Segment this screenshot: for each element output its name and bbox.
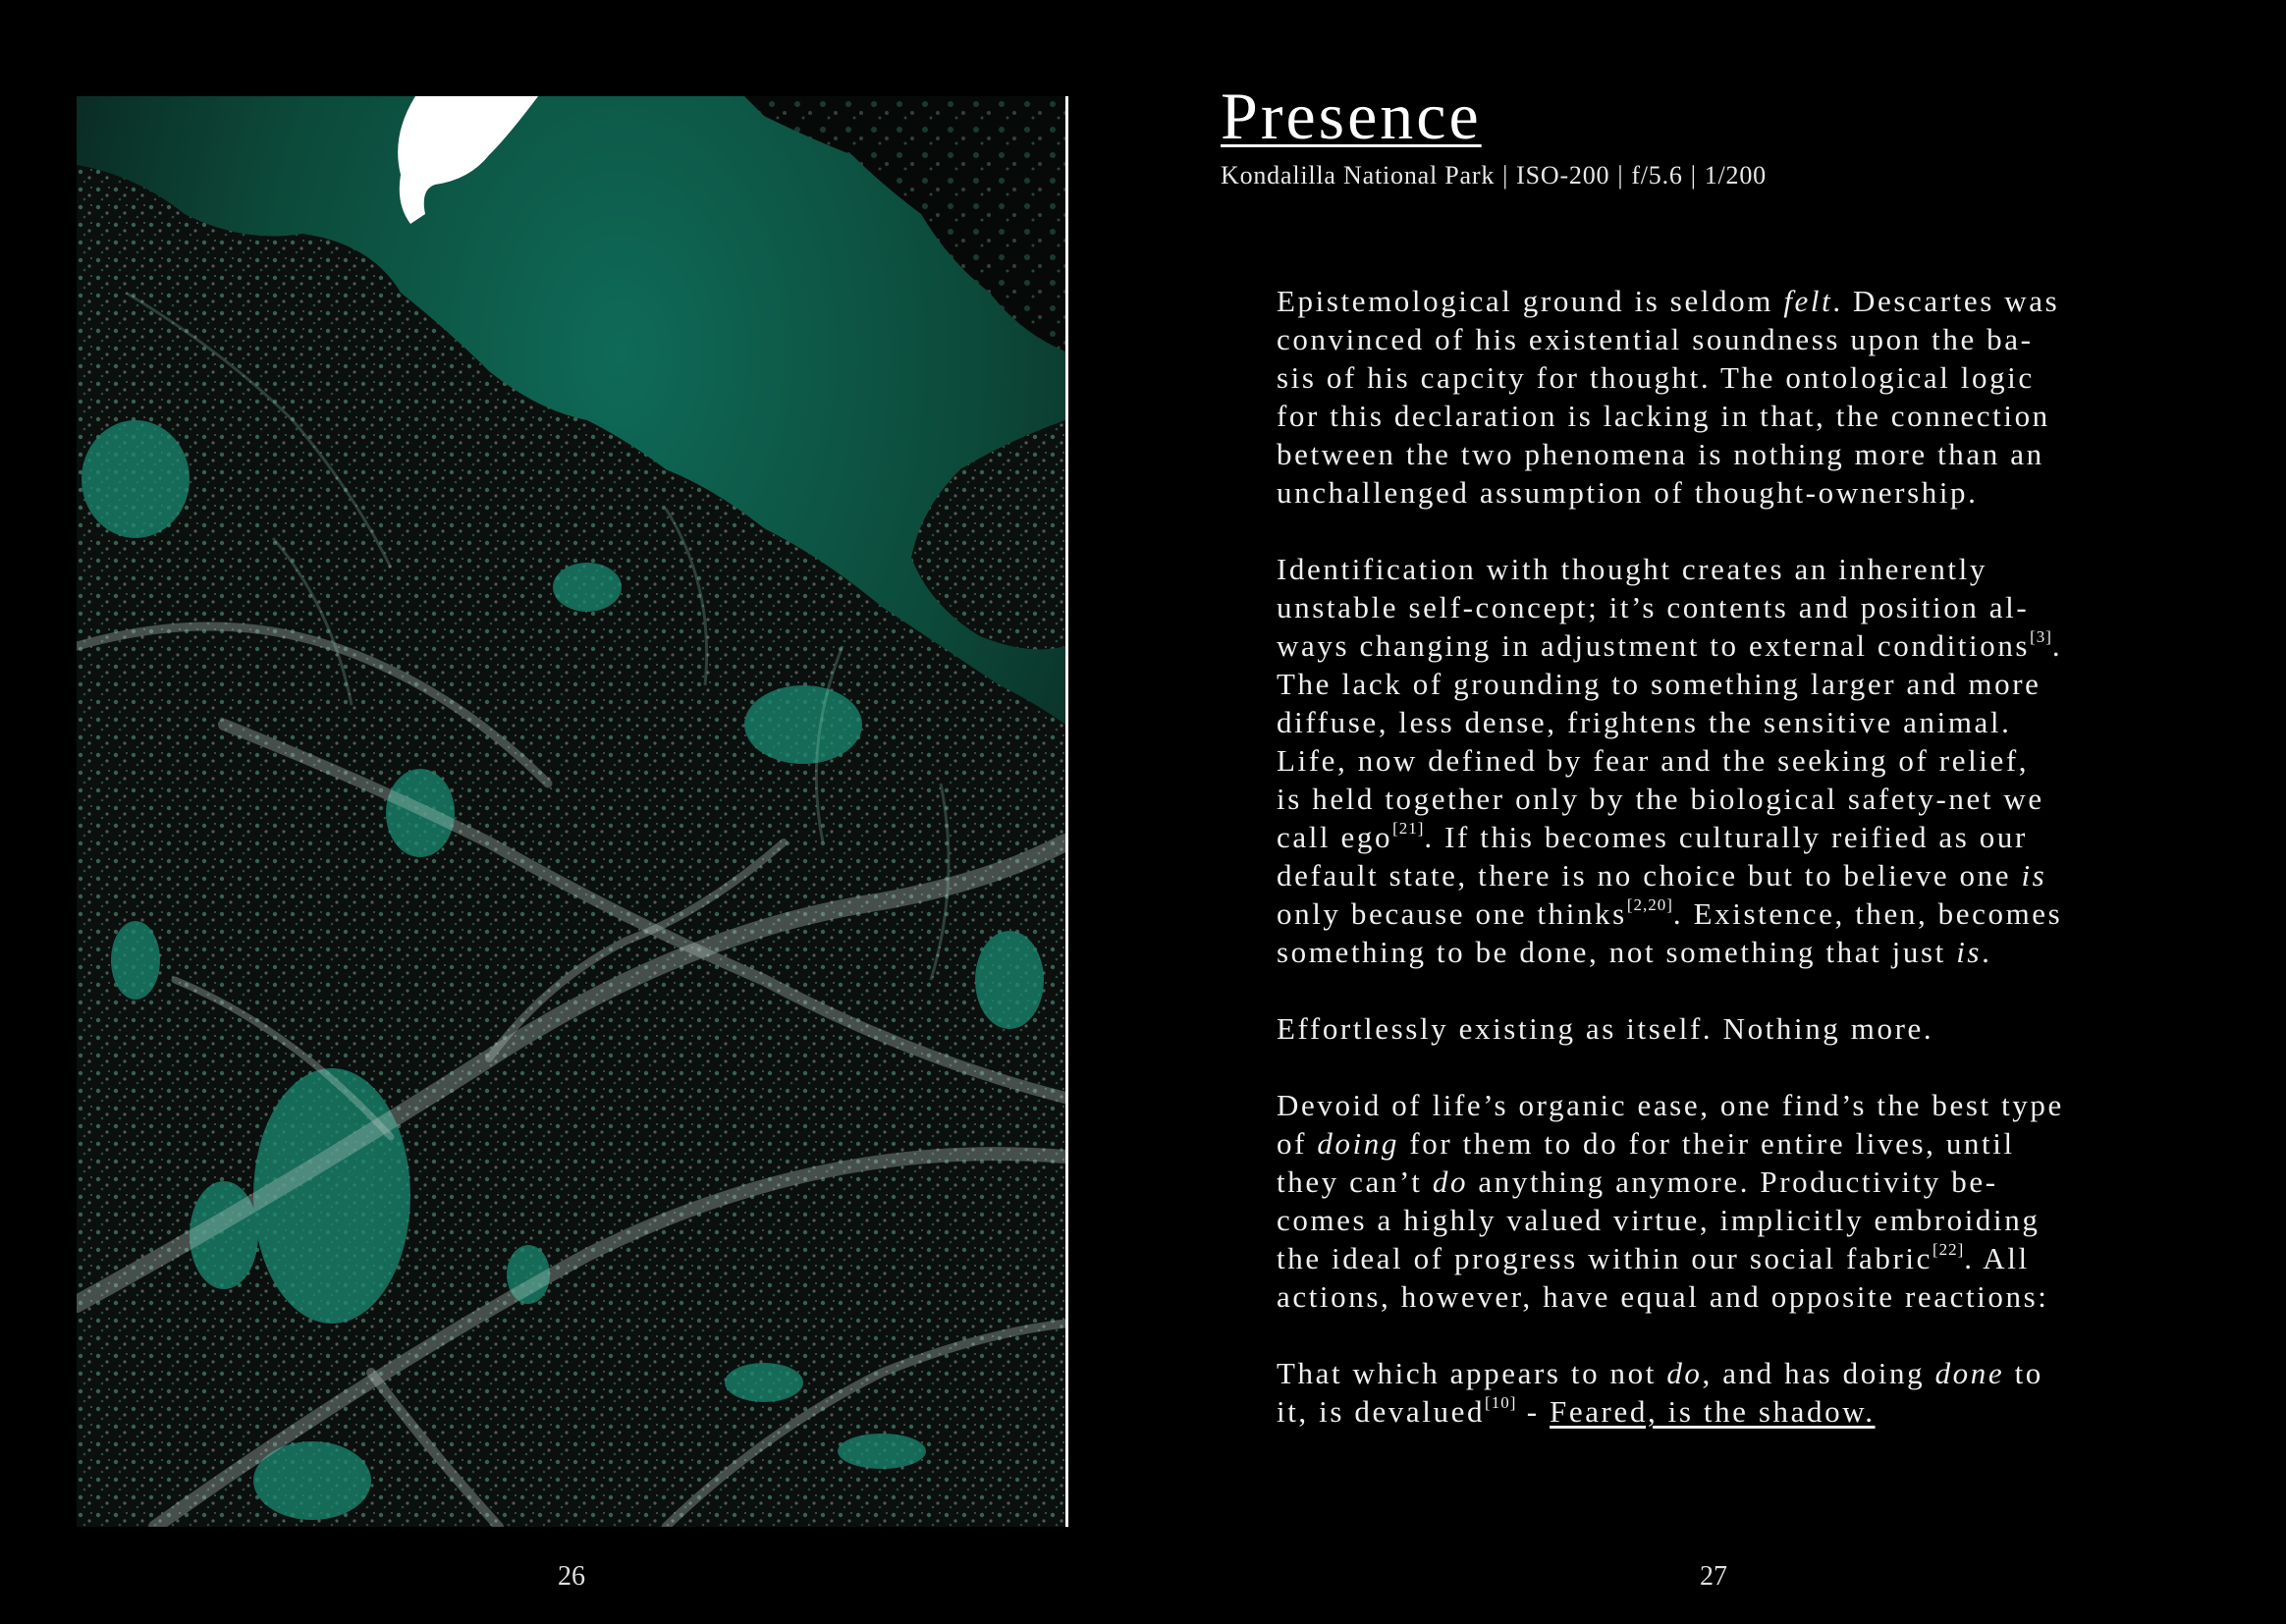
text-line: for this declaration is lacking in that, the connection: [1277, 399, 2050, 433]
text-line: [1277, 933, 2190, 971]
text-line: convinced of his existential soundness upon the ba-: [1277, 322, 2034, 356]
text-run: it, is devalued: [1277, 1394, 1486, 1429]
text-run: to: [2004, 1356, 2043, 1390]
text-run: . All: [1964, 1241, 2030, 1275]
text-line: actions, however, have equal and opposite reactions:: [1277, 1279, 2049, 1314]
text-run: .: [1982, 935, 1992, 969]
photo-caption: [1221, 161, 1767, 190]
text-line: [1277, 282, 2190, 320]
italic-run: do: [1666, 1356, 1703, 1390]
text-line: unstable self-concept; it’s contents and position al-: [1277, 590, 2030, 624]
forest-canopy-photo: [77, 96, 1065, 1527]
text-line: Effortlessly existing as itself. Nothing more.: [1277, 1011, 1934, 1046]
caption-separator: |: [1690, 161, 1697, 189]
text-line: [1277, 1124, 2190, 1163]
text-line: between the two phenomena is nothing more than an: [1277, 437, 2044, 471]
paragraph-5: [1277, 1354, 2190, 1431]
text-line: The lack of grounding to something larger and more: [1277, 667, 2041, 701]
italic-run: is: [1956, 935, 1983, 969]
citation-ref: [10]: [1485, 1392, 1517, 1412]
text-run: . Descartes was: [1832, 284, 2060, 318]
italic-run: done: [1934, 1356, 2005, 1390]
underlined-closing-phrase: Feared, is the shadow.: [1550, 1394, 1876, 1429]
text-run: only because one thinks: [1277, 896, 1627, 931]
paragraph-3: [1277, 1009, 2190, 1048]
caption-iso: ISO-200: [1516, 161, 1610, 189]
text-run: something to be done, not something that just: [1277, 935, 1957, 969]
italic-run: do: [1432, 1164, 1469, 1199]
text-run: . If this becomes culturally reified as our: [1424, 820, 2028, 854]
text-line: unchallenged assumption of thought-ownership.: [1277, 475, 1979, 510]
text-run: call ego: [1277, 820, 1393, 854]
text-run: default state, there is no choice but to believe one: [1277, 858, 2022, 893]
text-line: Life, now defined by fear and the seeking of relief,: [1277, 743, 2030, 778]
text-run: for them to do for their entire lives, until: [1399, 1126, 2015, 1161]
photo-border: [1065, 96, 1068, 1527]
text-run: That which appears to not: [1277, 1356, 1667, 1390]
text-run: Epistemological ground is seldom: [1277, 284, 1784, 318]
citation-ref: [22]: [1932, 1239, 1965, 1259]
text-run: the ideal of progress within our social fabric: [1277, 1241, 1932, 1275]
page-number-right: 27: [1700, 1561, 1727, 1592]
citation-ref: [21]: [1392, 818, 1425, 838]
text-run: anything anymore. Productivity be-: [1468, 1164, 1998, 1199]
text-line: Identification with thought creates an inherently: [1277, 552, 1987, 586]
caption-aperture: f/5.6: [1631, 161, 1683, 189]
text-line: is held together only by the biological safety-net we: [1277, 782, 2044, 816]
text-line: [1277, 1354, 2190, 1392]
text-run: , and has doing: [1702, 1356, 1935, 1390]
text-line: [1277, 894, 2190, 933]
caption-shutter: 1/200: [1704, 161, 1767, 189]
caption-location: Kondalilla National Park: [1221, 161, 1496, 189]
text-line: [1277, 818, 2190, 856]
caption-separator: |: [1617, 161, 1624, 189]
italic-run: is: [2021, 858, 2047, 893]
text-line: comes a highly valued virtue, implicitly embroiding: [1277, 1203, 2041, 1237]
page-title: Presence: [1221, 79, 1482, 153]
text-line: [1277, 1392, 2190, 1431]
text-line: [1277, 1239, 2190, 1277]
paragraph-4: [1277, 1086, 2190, 1316]
italic-run: felt: [1783, 284, 1833, 318]
text-line: [1277, 626, 2190, 665]
text-run: -: [1516, 1394, 1550, 1429]
text-run: .: [2051, 628, 2063, 663]
text-run: they can’t: [1277, 1164, 1433, 1199]
text-line: diffuse, less dense, frightens the sensitive animal.: [1277, 705, 2012, 739]
text-line: sis of his capcity for thought. The ontological logic: [1277, 360, 2035, 395]
citation-ref: [3]: [2030, 626, 2052, 646]
caption-separator: |: [1502, 161, 1509, 189]
paragraph-2: [1277, 550, 2190, 971]
text-line: Devoid of life’s organic ease, one find’s the best type: [1277, 1088, 2064, 1122]
text-run: . Existence, then, becomes: [1672, 896, 2063, 931]
text-line: [1277, 856, 2190, 894]
italic-run: doing: [1317, 1126, 1399, 1161]
citation-ref: [2,20]: [1626, 894, 1673, 914]
paragraph-1: [1277, 282, 2190, 512]
page-number-left: 26: [558, 1561, 585, 1592]
text-line: [1277, 1163, 2190, 1201]
text-run: of: [1277, 1126, 1318, 1161]
article-body: [1277, 282, 2190, 1469]
text-run: ways changing in adjustment to external conditions: [1277, 628, 2031, 663]
